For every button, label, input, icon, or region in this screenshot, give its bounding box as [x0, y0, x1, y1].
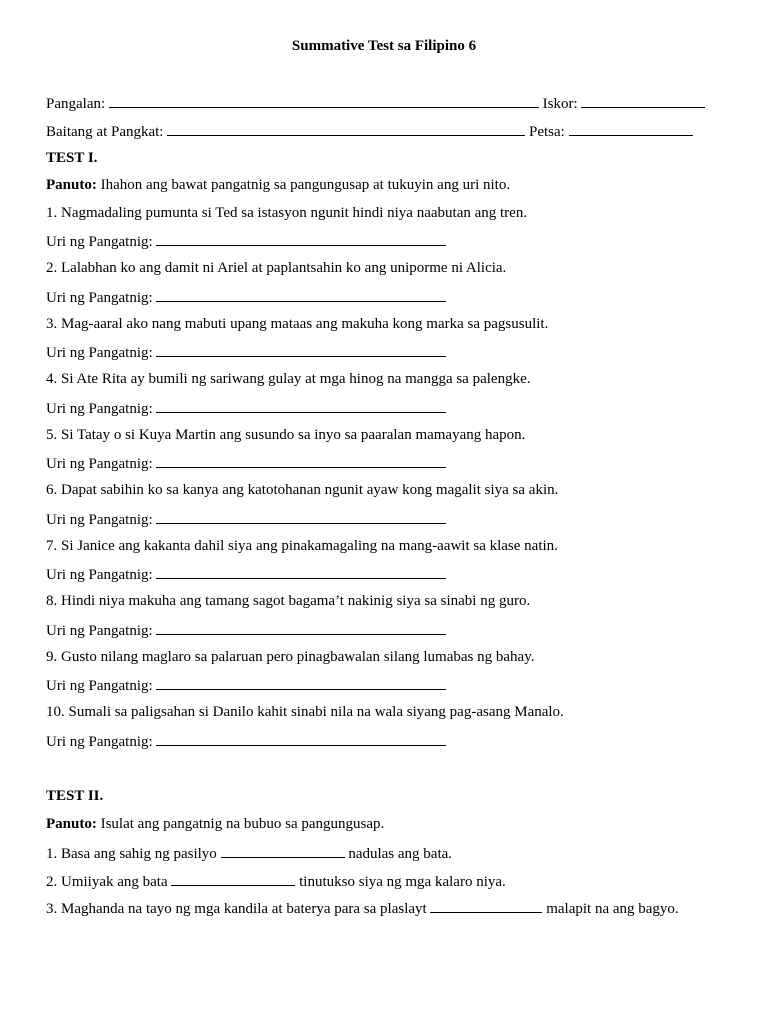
answer-blank[interactable]: [156, 732, 446, 746]
answer-row: Uri ng Pangatnig:: [46, 510, 446, 529]
test1-item: 6. Dapat sabihin ko sa kanya ang katotohanan ngunit ayaw kong magalit siya sa akin.: [46, 482, 559, 498]
test1-item: 9. Gusto nilang maglaro sa palaruan pero pinagbawalan silang lumabas ng bahay.: [46, 649, 535, 665]
answer-row: Uri ng Pangatnig:: [46, 399, 446, 418]
test2-item: 1. Basa ang sahig ng pasilyo nadulas ang bata.: [46, 846, 453, 862]
answer-row: Uri ng Pangatnig:: [46, 288, 446, 307]
fill-blank[interactable]: [430, 899, 542, 913]
date-blank[interactable]: [569, 122, 693, 136]
answer-blank[interactable]: [156, 454, 446, 468]
name-label: Pangalan:: [46, 96, 106, 112]
answer-blank[interactable]: [156, 399, 446, 413]
test1-instruction: [46, 177, 510, 194]
answer-blank[interactable]: [156, 288, 446, 302]
page-title: Summative Test sa Filipino 6: [291, 38, 477, 54]
test1-item: 8. Hindi niya makuha ang tamang sagot bagama’t nakinig siya sa sinabi ng guro.: [46, 593, 531, 609]
answer-blank[interactable]: [156, 343, 446, 357]
name-blank[interactable]: [109, 94, 539, 108]
instruction-text: Ihahon ang bawat pangatnig sa pangungusap at tukuyin ang uri nito.: [100, 177, 511, 193]
test1-item: 4. Si Ate Rita ay bumili ng sariwang gulay at mga hinog na mangga sa palengke.: [46, 371, 531, 387]
answer-blank[interactable]: [156, 510, 446, 524]
instruction-label: Panuto:: [46, 816, 97, 832]
answer-blank[interactable]: [156, 232, 446, 246]
test1-item: 10. Sumali sa paligsahan si Danilo kahit sinabi nila na wala siyang pag-asang Manalo.: [46, 704, 564, 720]
test1-item: 5. Si Tatay o si Kuya Martin ang susundo sa inyo sa paaralan mamayang hapon.: [46, 427, 526, 443]
test2-item: 2. Umiiyak ang bata tinutukso siya ng mga kalaro niya.: [46, 874, 506, 890]
test2-instruction: [46, 816, 384, 833]
fill-blank[interactable]: [171, 872, 295, 886]
answer-row: Uri ng Pangatnig:: [46, 732, 446, 751]
instruction-text: Isulat ang pangatnig na bubuo sa pangungusap.: [100, 816, 385, 832]
test2-heading: TEST II.: [46, 788, 104, 804]
grade-blank[interactable]: [167, 122, 525, 136]
score-label: Iskor:: [542, 96, 578, 112]
test1-item: 1. Nagmadaling pumunta si Ted sa istasyon ngunit hindi niya naabutan ang tren.: [46, 205, 528, 221]
answer-blank[interactable]: [156, 565, 446, 579]
answer-row: Uri ng Pangatnig:: [46, 676, 446, 695]
test1-item: 3. Mag-aaral ako nang mabuti upang mataas ang makuha kong marka sa pagsusulit.: [46, 316, 549, 332]
instruction-label: Panuto:: [46, 177, 97, 193]
test1-item: 7. Si Janice ang kakanta dahil siya ang pinakamagaling na mang-aawit sa klase natin.: [46, 538, 558, 554]
test1-heading: TEST I.: [46, 150, 98, 166]
answer-row: Uri ng Pangatnig:: [46, 343, 446, 362]
answer-row: Uri ng Pangatnig:: [46, 565, 446, 584]
answer-row: Uri ng Pangatnig:: [46, 621, 446, 640]
grade-label: Baitang at Pangkat:: [46, 124, 164, 140]
test2-item: 3. Maghanda na tayo ng mga kandila at baterya para sa plaslayt malapit na ang bagyo.: [46, 901, 679, 917]
name-score-row: [46, 94, 705, 113]
test1-item: 2. Lalabhan ko ang damit ni Ariel at paplantsahin ko ang uniporme ni Alicia.: [46, 260, 507, 276]
answer-blank[interactable]: [156, 676, 446, 690]
answer-row: Uri ng Pangatnig:: [46, 232, 446, 251]
answer-blank[interactable]: [156, 621, 446, 635]
score-blank[interactable]: [581, 94, 705, 108]
date-label: Petsa:: [528, 124, 565, 140]
grade-date-row: [46, 122, 693, 141]
fill-blank[interactable]: [221, 844, 345, 858]
answer-row: Uri ng Pangatnig:: [46, 454, 446, 473]
